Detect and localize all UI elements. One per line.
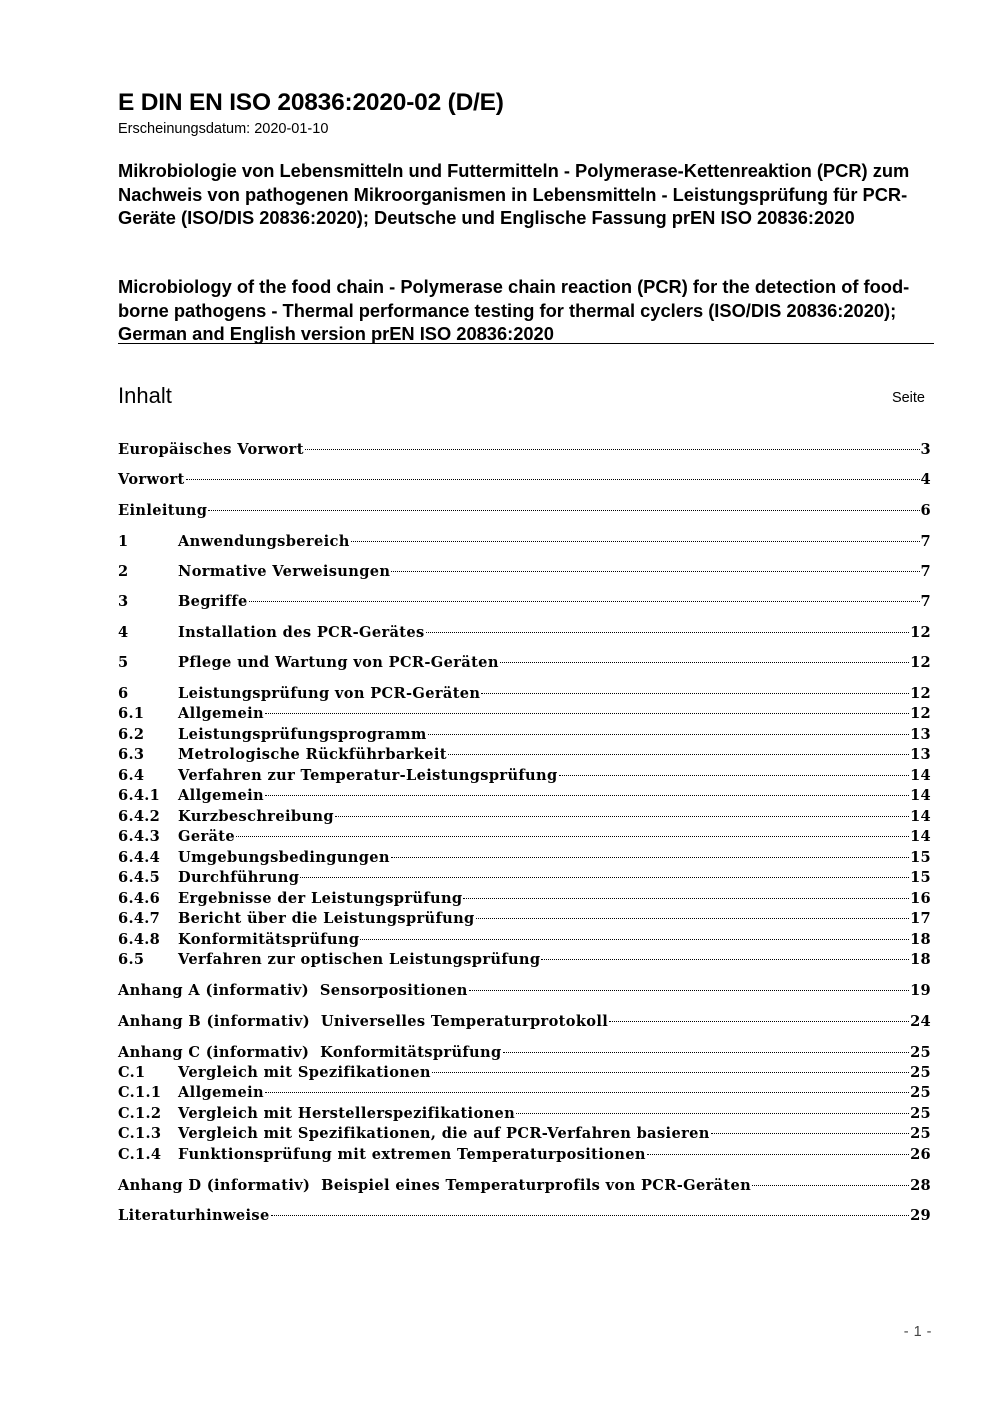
toc-entry-label: Installation des PCR-Gerätes [178,624,425,641]
toc-entry-number: 6.4.3 [118,828,161,845]
toc-entry[interactable] [118,623,931,643]
toc-entry-page: 15 [910,849,931,866]
toc-entry-page: 7 [920,593,931,610]
toc-dot-leader [351,541,920,542]
toc-entry[interactable] [118,1012,931,1032]
toc-entry-label: Leistungsprüfungsprogramm [178,726,427,743]
toc-entry-number: 2 [118,563,129,580]
toc-entry-label: Anhang B (informativ) Universelles Temperaturprotokoll [118,1013,609,1030]
toc-entry[interactable] [118,981,931,1001]
toc-entry-number: 6 [118,685,129,702]
toc-entry[interactable] [118,1206,931,1226]
toc-entry[interactable] [118,1145,931,1165]
toc-entry-label: Vergleich mit Spezifikationen, die auf PCR-Verfahren basieren [178,1125,710,1142]
toc-entry-label: Allgemein [178,705,264,722]
toc-entry-page: 17 [910,910,931,927]
toc-entry-page: 12 [910,624,931,641]
toc-entry-label: Allgemein [178,787,264,804]
toc-entry-page: 25 [910,1084,931,1101]
toc-entry-label: Pflege und Wartung von PCR-Geräten [178,654,499,671]
toc-dot-leader [265,795,909,796]
toc-entry-number: 6.4.4 [118,849,161,866]
toc-entry-page: 29 [910,1207,931,1224]
toc-dot-leader [481,693,909,694]
toc-entry[interactable] [118,684,931,704]
toc-entry-label: Vergleich mit Spezifikationen [178,1064,431,1081]
toc-dot-leader [265,1092,909,1093]
toc-entry-label: Anhang C (informativ) Konformitätsprüfung [118,1044,502,1061]
toc-entry-number: 4 [118,624,129,641]
title-german: Mikrobiologie von Lebensmitteln und Futtermitteln - Polymerase-Kettenreaktion (PCR) zum Nachweis von pathogenen Mikroorganismen in Lebensmitteln - Leistungsprüfung für PCR-Geräte (ISO/DIS 20836:2020); Deutsche und Englische Fassung prEN ISO 20836:2020 [118,160,910,228]
toc-entry[interactable] [118,889,931,909]
toc-dot-leader [265,713,909,714]
toc-dot-leader [428,734,909,735]
toc-entry-page: 6 [920,502,931,519]
toc-entry-label: Europäisches Vorwort [118,441,304,458]
toc-entry[interactable] [118,725,931,745]
toc-entry-number: C.1.2 [118,1105,162,1122]
toc-entry-page: 14 [910,787,931,804]
toc-entry-number: 1 [118,533,129,550]
toc-entry-page: 12 [910,705,931,722]
toc-dot-leader [647,1154,909,1155]
toc-entry-number: C.1 [118,1064,146,1081]
toc-entry[interactable] [118,807,931,827]
toc-entry-label: Vergleich mit Herstellerspezifikationen [178,1105,516,1122]
toc-entry[interactable] [118,848,931,868]
toc-entry-number: 6.4.1 [118,787,161,804]
toc-entry-page: 13 [910,746,931,763]
toc-entry-page: 25 [910,1064,931,1081]
toc-entry-label: Verfahren zur Temperatur-Leistungsprüfung [178,767,558,784]
toc-entry-number: C.1.3 [118,1125,162,1142]
toc-entry[interactable] [118,868,931,888]
toc-dot-leader [469,990,909,991]
toc-entry-page: 7 [920,563,931,580]
title-english: Microbiology of the food chain - Polymerase chain reaction (PCR) for the detection of food-borne pathogens - Thermal performance testing for thermal cyclers (ISO/DIS 20836:2020); German and English version prEN ISO 20836:2020 [118,276,910,344]
toc-entry-label: Einleitung [118,502,208,519]
toc-entry-label: Verfahren zur optischen Leistungsprüfung [178,951,541,968]
toc-entry[interactable] [118,1063,931,1083]
toc-entry-number: 6.1 [118,705,145,722]
toc-dot-leader [476,918,909,919]
toc-entry-label: Kurzbeschreibung [178,808,334,825]
toc-dot-leader [711,1133,909,1134]
toc-dot-leader [426,632,909,633]
toc-entry-number: 6.4.7 [118,910,161,927]
toc-dot-leader [305,449,920,450]
toc-entry-page: 12 [910,654,931,671]
toc-entry[interactable] [118,1176,931,1196]
toc-entry-number: 6.3 [118,746,145,763]
toc-entry-label: Vorwort [118,471,185,488]
toc-entry-label: Anwendungsbereich [178,533,350,550]
toc-entry[interactable] [118,909,931,929]
toc-entry-label: Funktionsprüfung mit extremen Temperaturpositionen [178,1146,646,1163]
toc-entry[interactable] [118,1083,931,1103]
toc-entry[interactable] [118,827,931,847]
document-title: E DIN EN ISO 20836:2020-02 (D/E) [118,89,504,116]
toc-entry-label: Anhang A (informativ) Sensorpositionen [118,982,468,999]
page-number: - 1 - [903,1324,932,1340]
toc-dot-leader [541,959,909,960]
toc-page-column-heading: Seite [891,390,925,406]
toc-entry-label: Anhang D (informativ) Beispiel eines Temperaturprofils von PCR-Geräten [118,1177,752,1194]
toc-entry-label: Metrologische Rückführbarkeit [178,746,447,763]
toc-entry-number: 6.4.8 [118,931,161,948]
toc-entry-page: 14 [910,828,931,845]
toc-entry[interactable] [118,470,931,490]
toc-entry[interactable] [118,440,931,460]
toc-entry-page: 28 [910,1177,931,1194]
toc-dot-leader [448,754,909,755]
toc-dot-leader [271,1215,909,1216]
toc-entry-label: Bericht über die Leistungsprüfung [178,910,475,927]
toc-entry-page: 12 [910,685,931,702]
toc-entry-page: 16 [910,890,931,907]
toc-entry-number: 6.4.5 [118,869,161,886]
toc-dot-leader [516,1113,909,1114]
toc-dot-leader [360,939,909,940]
toc-entry-page: 24 [910,1013,931,1030]
toc-entry[interactable] [118,653,931,673]
toc-entry-label: Durchführung [178,869,300,886]
toc-dot-leader [391,857,909,858]
toc-entry[interactable] [118,562,931,582]
toc-heading: Inhalt [118,383,172,408]
toc-entry-label: Geräte [178,828,236,845]
toc-entry[interactable] [118,501,931,521]
toc-entry-label: Leistungsprüfung von PCR-Geräten [178,685,481,702]
toc-entry[interactable] [118,766,931,786]
toc-dot-leader [609,1021,909,1022]
toc-entry-number: C.1.4 [118,1146,162,1163]
title-divider [118,343,934,344]
toc-entry-number: 6.2 [118,726,145,743]
toc-entry[interactable] [118,1104,931,1124]
toc-entry-label: Allgemein [178,1084,264,1101]
toc-entry[interactable] [118,745,931,765]
toc-dot-leader [559,775,910,776]
toc-entry-page: 14 [910,767,931,784]
toc-entry-page: 4 [920,471,931,488]
toc-entry-page: 14 [910,808,931,825]
toc-entry-number: 6.5 [118,951,145,968]
toc-entry-page: 25 [910,1105,931,1122]
toc-entry-number: 5 [118,654,129,671]
toc-dot-leader [335,816,909,817]
toc-entry-label: Umgebungsbedingungen [178,849,390,866]
toc-entry[interactable] [118,950,931,970]
toc-entry-number: C.1.1 [118,1084,162,1101]
toc-entry[interactable] [118,592,931,612]
toc-entry-label: Literaturhinweise [118,1207,270,1224]
toc-dot-leader [249,601,920,602]
toc-entry-number: 6.4.6 [118,890,161,907]
toc-entry[interactable] [118,786,931,806]
toc-entry[interactable] [118,532,931,552]
toc-entry-page: 18 [910,951,931,968]
toc-dot-leader [208,510,919,511]
toc-dot-leader [752,1185,909,1186]
toc-entry-page: 25 [910,1044,931,1061]
toc-entry[interactable] [118,1124,931,1144]
toc-entry-number: 3 [118,593,129,610]
toc-entry-number: 6.4.2 [118,808,161,825]
toc-entry-page: 18 [910,931,931,948]
toc-dot-leader [432,1072,909,1073]
toc-dot-leader [463,898,909,899]
toc-dot-leader [503,1052,910,1053]
toc-entry[interactable] [118,930,931,950]
publication-date: Erscheinungsdatum: 2020-01-10 [118,121,329,137]
toc-entry-page: 25 [910,1125,931,1142]
toc-dot-leader [300,877,909,878]
toc-dot-leader [500,662,909,663]
toc-entry-page: 3 [920,441,931,458]
toc-entry-label: Ergebnisse der Leistungsprüfung [178,890,463,907]
toc-dot-leader [236,836,909,837]
toc-entry-page: 15 [910,869,931,886]
toc-entry-page: 26 [910,1146,931,1163]
toc-entry-label: Normative Verweisungen [178,563,391,580]
toc-entry[interactable] [118,1043,931,1063]
toc-entry-number: 6.4 [118,767,145,784]
toc-dot-leader [186,479,920,480]
toc-dot-leader [391,571,919,572]
toc-entry-page: 7 [920,533,931,550]
toc-entry-label: Begriffe [178,593,248,610]
toc-entry-page: 13 [910,726,931,743]
toc-entry-label: Konformitätsprüfung [178,931,360,948]
toc-entry-page: 19 [910,982,931,999]
toc-entry[interactable] [118,704,931,724]
